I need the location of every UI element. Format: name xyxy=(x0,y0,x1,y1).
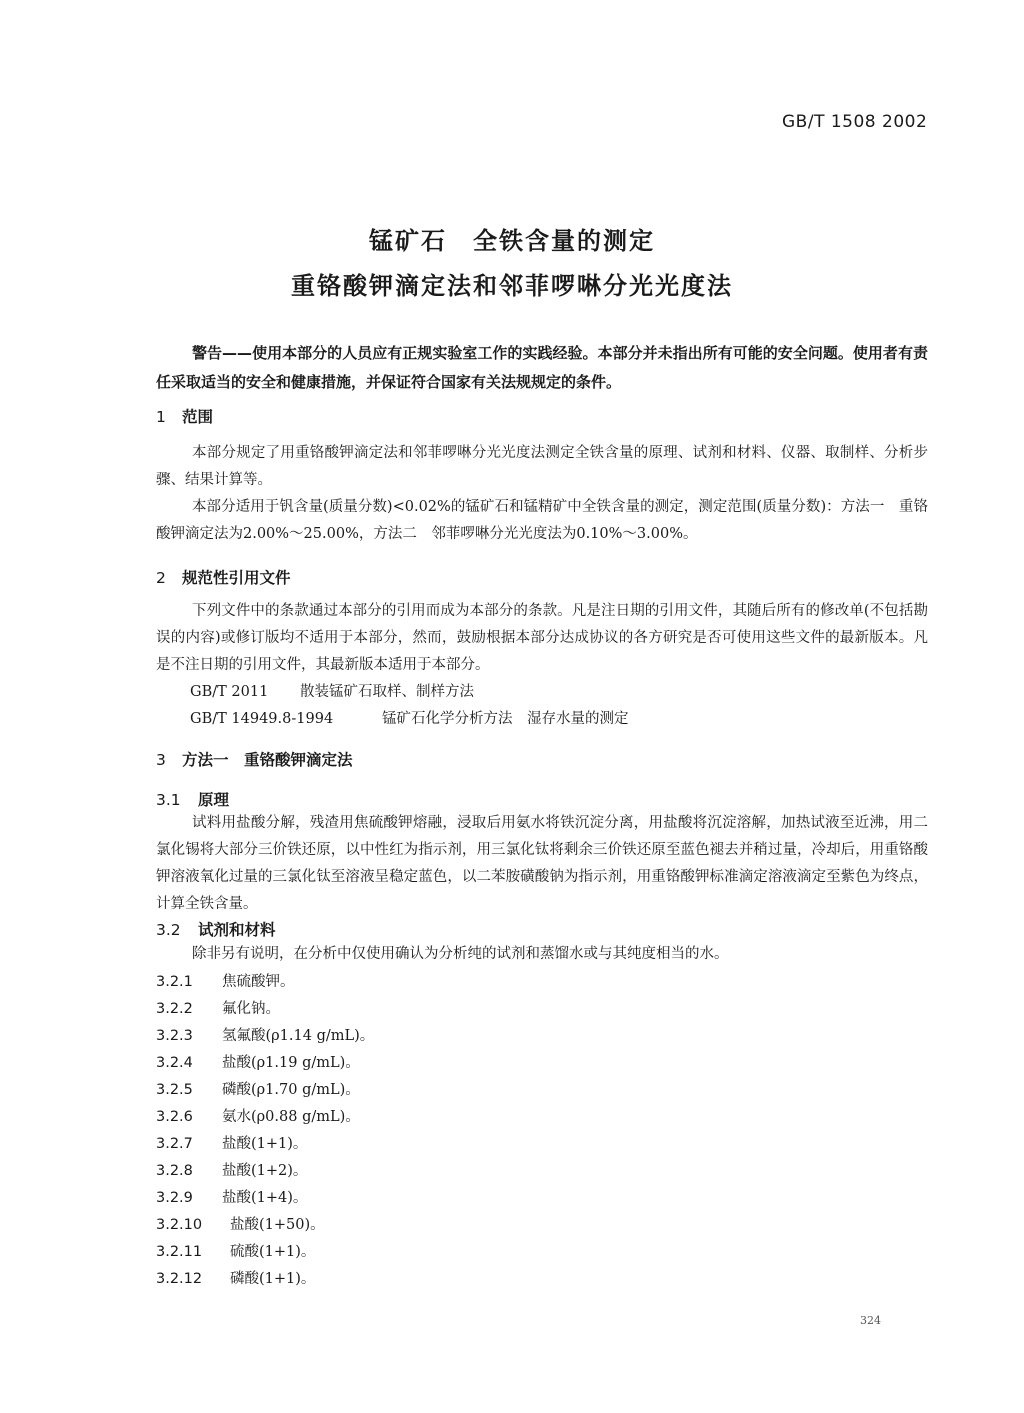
item-text: 盐酸(1+1)。 xyxy=(222,1136,308,1152)
reference-title: 锰矿石化学分析方法 湿存水量的测定 xyxy=(382,711,629,727)
section-title: 范围 xyxy=(182,408,214,426)
section-title: 原理 xyxy=(198,791,230,809)
item-text: 氟化钠。 xyxy=(222,1001,280,1017)
item-number: 3.2.8 xyxy=(156,1163,193,1179)
item-number: 3.2.6 xyxy=(156,1109,193,1125)
list-item xyxy=(156,1050,360,1076)
item-text: 盐酸(ρ1.19 g/mL)。 xyxy=(222,1055,360,1071)
reference-item xyxy=(190,679,474,706)
section-title: 规范性引用文件 xyxy=(182,569,291,587)
item-number: 3.2.9 xyxy=(156,1190,193,1206)
item-number: 3.2.2 xyxy=(156,1001,193,1017)
warning-lead: 警告—— xyxy=(192,344,253,362)
section-number: 2 xyxy=(156,569,166,587)
item-text: 盐酸(1+4)。 xyxy=(222,1190,308,1206)
reference-title: 散装锰矿石取样、制样方法 xyxy=(300,684,474,700)
section-title: 试剂和材料 xyxy=(198,921,276,939)
document-title-line2: 重铬酸钾滴定法和邻菲啰啉分光光度法 xyxy=(291,272,733,300)
section-1-paragraph-2: 本部分适用于钒含量(质量分数)<0.02%的锰矿石和锰精矿中全铁含量的测定，测定范围(质量分数)：方法一 重铬酸钾滴定法为2.00%～25.00%，方法二 邻菲啰啉分光光度法为0.10%～3.00%。 xyxy=(156,499,928,542)
section-3-2-paragraph: 除非另有说明，在分析中仅使用确认为分析纯的试剂和蒸馏水或与其纯度相当的水。 xyxy=(192,946,729,962)
item-number: 3.2.3 xyxy=(156,1028,193,1044)
section-1-paragraph-1: 本部分规定了用重铬酸钾滴定法和邻菲啰啉分光光度法测定全铁含量的原理、试剂和材料、仪器、取制样、分析步骤、结果计算等。 xyxy=(156,445,928,488)
item-text: 硫酸(1+1)。 xyxy=(230,1244,316,1260)
section-title: 方法一 重铬酸钾滴定法 xyxy=(182,751,353,769)
section-number: 1 xyxy=(156,408,166,426)
list-item xyxy=(156,1266,315,1292)
section-3-1-heading xyxy=(156,788,229,810)
section-3-2-heading xyxy=(156,918,276,940)
list-item xyxy=(156,969,295,995)
item-number: 3.2.1 xyxy=(156,974,193,990)
warning-paragraph xyxy=(156,339,928,397)
page-number: 324 xyxy=(860,1314,881,1327)
item-text: 焦硫酸钾。 xyxy=(222,974,295,990)
item-text: 盐酸(1+50)。 xyxy=(230,1217,325,1233)
reference-item xyxy=(190,706,629,733)
warning-text: 使用本部分的人员应有正规实验室工作的实践经验。本部分并未指出所有可能的安全问题。使用者有责任采取适当的安全和健康措施，并保证符合国家有关法规规定的条件。 xyxy=(156,344,928,391)
item-number: 3.2.7 xyxy=(156,1136,193,1152)
section-3-1-paragraph: 试料用盐酸分解，残渣用焦硫酸钾熔融，浸取后用氨水将铁沉淀分离，用盐酸将沉淀溶解，加热试液至近沸，用二氯化锡将大部分三价铁还原，以中性红为指示剂，用三氯化钛将剩余三价铁还原至蓝色褪去并稍过量，冷却后，用重铬酸钾溶液氧化过量的三氯化钛至溶液呈稳定蓝色，以二苯胺磺酸钠为指示剂，用重铬酸钾标准滴定溶液滴定至紫色为终点，计算全铁含量。 xyxy=(156,815,928,912)
item-number: 3.2.11 xyxy=(156,1244,203,1260)
list-item xyxy=(156,1023,374,1049)
item-text: 磷酸(1+1)。 xyxy=(230,1271,316,1287)
section-2-heading xyxy=(156,566,291,588)
item-text: 氨水(ρ0.88 g/mL)。 xyxy=(222,1109,360,1125)
list-item xyxy=(156,1239,315,1265)
reference-code: GB/T 2011 xyxy=(190,684,269,700)
section-1-heading xyxy=(156,405,213,427)
list-item xyxy=(156,1104,360,1130)
list-item xyxy=(156,1185,307,1211)
document-title-line1: 锰矿石 全铁含量的测定 xyxy=(369,227,655,255)
list-item xyxy=(156,1131,307,1157)
list-item xyxy=(156,996,280,1022)
list-item xyxy=(156,1212,325,1238)
list-item xyxy=(156,1077,360,1103)
item-text: 磷酸(ρ1.70 g/mL)。 xyxy=(222,1082,360,1098)
item-text: 盐酸(1+2)。 xyxy=(222,1163,308,1179)
item-number: 3.2.4 xyxy=(156,1055,193,1071)
standard-code: GB/T 1508 2002 xyxy=(782,112,928,132)
section-number: 3.2 xyxy=(156,921,181,939)
section-number: 3 xyxy=(156,751,166,769)
reference-code: GB/T 14949.8-1994 xyxy=(190,711,334,727)
section-number: 3.1 xyxy=(156,791,181,809)
item-number: 3.2.5 xyxy=(156,1082,193,1098)
item-number: 3.2.12 xyxy=(156,1271,203,1287)
item-number: 3.2.10 xyxy=(156,1217,203,1233)
item-text: 氢氟酸(ρ1.14 g/mL)。 xyxy=(222,1028,375,1044)
section-2-paragraph-1: 下列文件中的条款通过本部分的引用而成为本部分的条款。凡是注日期的引用文件，其随后所有的修改单(不包括勘误的内容)或修订版均不适用于本部分，然而，鼓励根据本部分达成协议的各方研究是否可使用这些文件的最新版本。凡是不注日期的引用文件，其最新版本适用于本部分。 xyxy=(156,603,928,673)
section-3-heading xyxy=(156,748,353,770)
list-item xyxy=(156,1158,307,1184)
